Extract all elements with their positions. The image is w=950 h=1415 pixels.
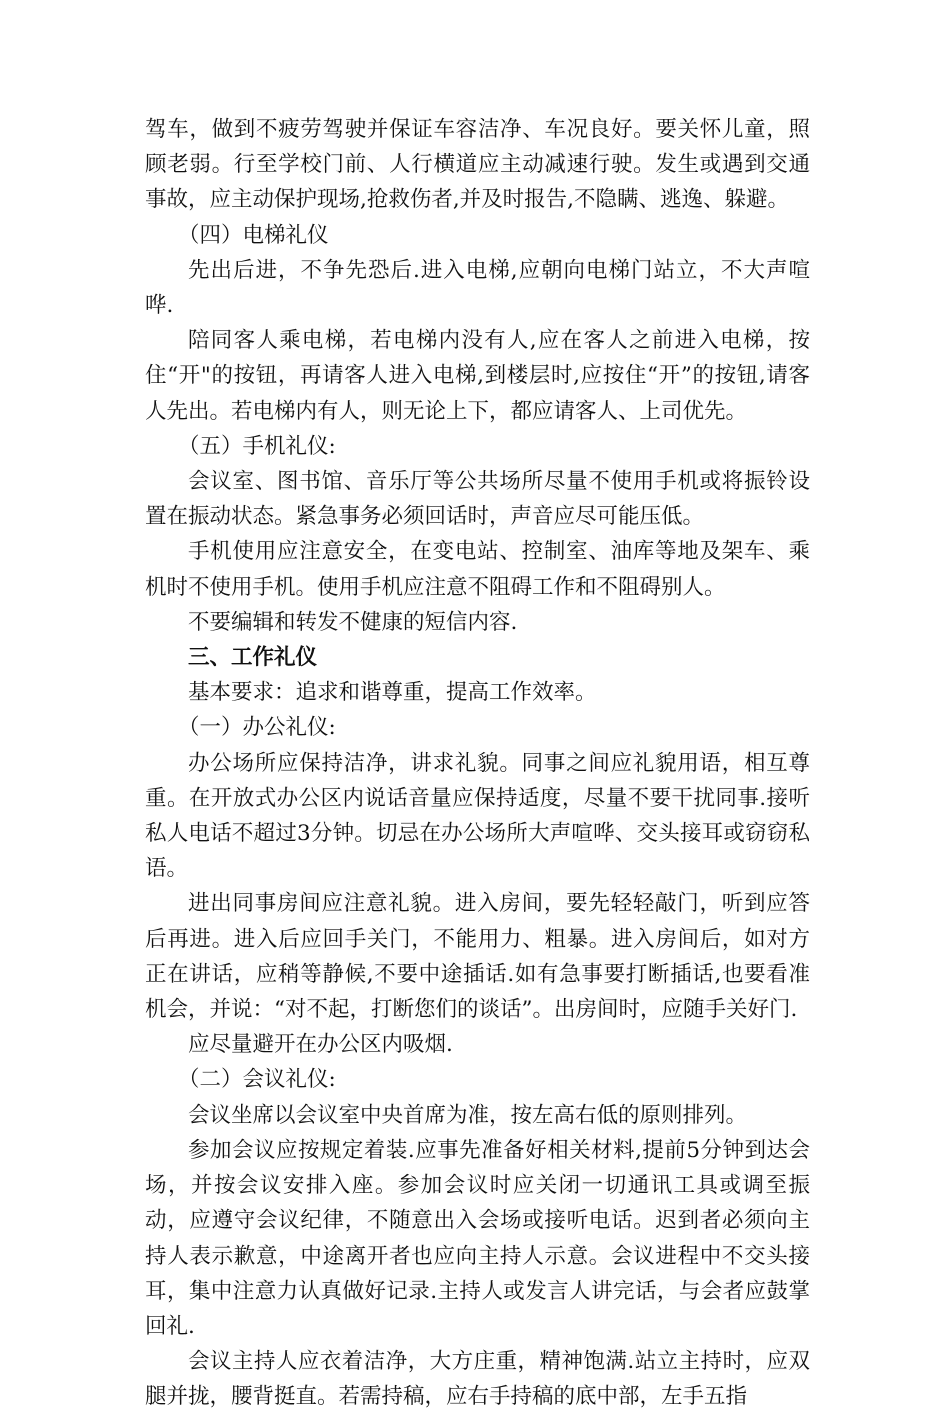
document-body [145,112,810,1415]
section-heading-work-etiquette: 三、工作礼仪 [188,645,318,671]
paragraph-office-smoking: 应尽量避开在办公区内吸烟. [188,1032,453,1058]
paragraph-elevator-guests: 陪同客人乘电梯，若电梯内没有人,应在客人之前进入电梯，按住“开"的按钮，再请客人进入电梯,到楼层时,应按住“开”的按钮,请客人先出。若电梯内有人，则无论上下，都应请客人、上司优先。 [145,328,810,424]
paragraph-driving-continued: 驾车，做到不疲劳驾驶并保证车容洁净、车况良好。要关怀儿童，照顾老弱。行至学校门前、人行横道应主动减速行驶。发生或遇到交通事故，应主动保护现场,抢救伤者,并及时报告,不隐瞒、逃逸、躲避。 [145,117,810,213]
paragraph-office-entering-rooms: 进出同事房间应注意礼貌。进入房间，要先轻轻敲门，听到应答后再进。进入后应回手关门，不能用力、粗暴。进入房间后，如对方正在讲话，应稍等静候,不要中途插话.如有急事要打断插话,也要看准机会，并说：“对不起，打断您们的谈话”。出房间时，应随手关好门. [145,891,810,1023]
paragraph-office-workplace: 办公场所应保持洁净，讲求礼貌。同事之间应礼貌用语，相互尊重。在开放式办公区内说话音量应保持适度，尽量不要干扰同事.接听私人电话不超过3分钟。切忌在办公场所大声喧哗、交头接耳或窃窃私语。 [145,750,810,882]
subheading-phone-etiquette: （五）手机礼仪: [178,433,336,459]
paragraph-phone-sms: 不要编辑和转发不健康的短信内容. [188,609,518,635]
paragraph-meeting-attendance: 参加会议应按规定着装.应事先准备好相关材料,提前5分钟到达会场，并按会议安排入座。参加会议时应关闭一切通讯工具或调至振动，应遵守会议纪律，不随意出入会场或接听电话。迟到者必须向主持人表示歉意，中途离开者也应向主持人示意。会议进程中不交头接耳，集中注意力认真做好记录.主持人或发言人讲完话，与会者应鼓掌回礼. [145,1137,810,1339]
paragraph-meeting-host: 会议主持人应衣着洁净，大方庄重，精神饱满.站立主持时，应双腿并拢，腰背挺直。若需持稿，应右手持稿的底中部，左手五指 [145,1349,810,1410]
subheading-elevator-etiquette: （四）电梯礼仪 [178,222,329,248]
paragraph-phone-public: 会议室、图书馆、音乐厅等公共场所尽量不使用手机或将振铃设置在振动状态。紧急事务必须回话时，声音应尽可能压低。 [145,469,810,530]
subheading-office-etiquette: （一）办公礼仪: [178,715,336,741]
paragraph-elevator-rule: 先出后进，不争先恐后.进入电梯,应朝向电梯门站立，不大声喧哗. [145,257,810,319]
paragraph-phone-safety: 手机使用应注意安全，在变电站、控制室、油库等地及架车、乘机时不使用手机。使用手机应注意不阻碍工作和不阻碍别人。 [145,539,810,600]
paragraph-basic-requirement: 基本要求：追求和谐尊重，提高工作效率。 [188,680,597,706]
subheading-meeting-etiquette: （二）会议礼仪: [178,1067,336,1093]
paragraph-meeting-seating: 会议坐席以会议室中央首席为准，按左高右低的原则排列。 [188,1102,748,1128]
